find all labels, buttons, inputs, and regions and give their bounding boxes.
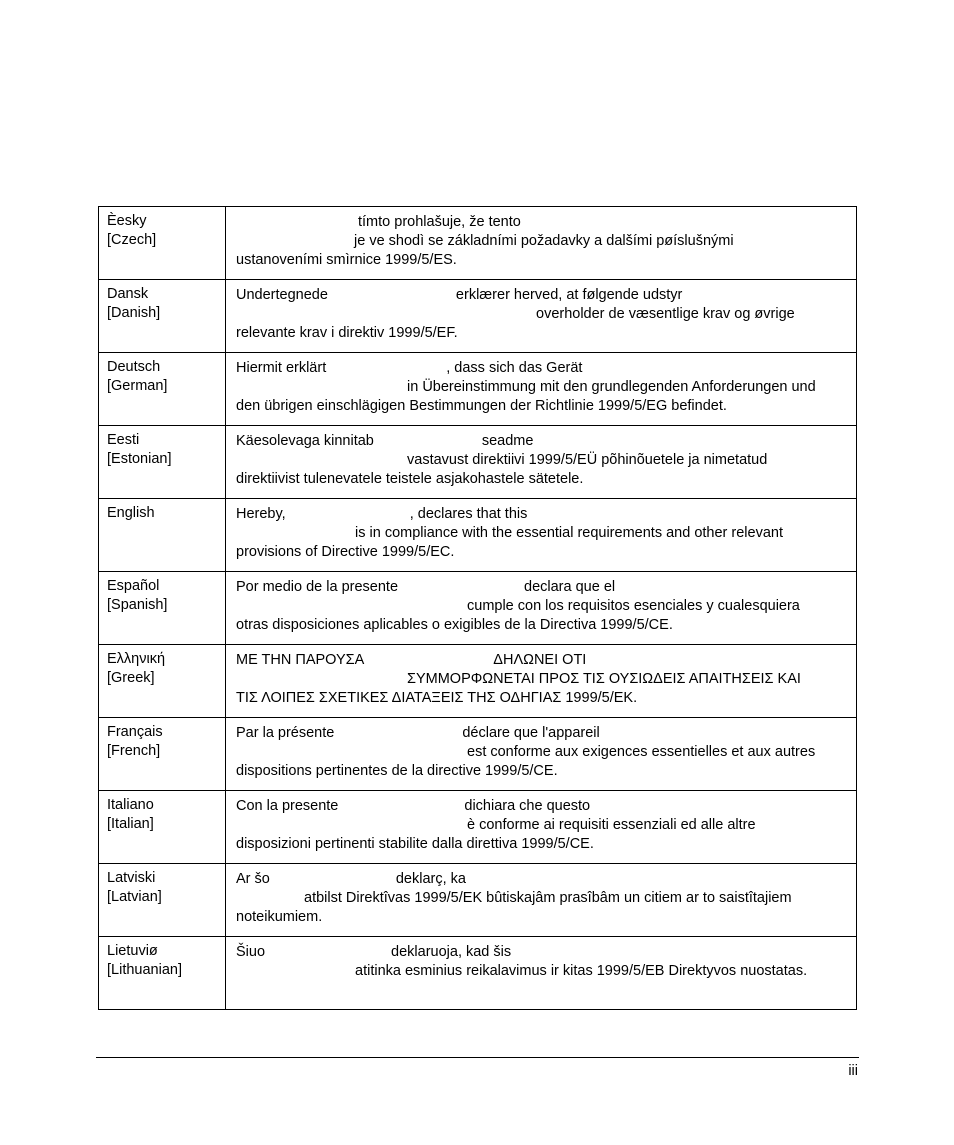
table-row xyxy=(99,572,857,645)
declaration-text: è conforme ai requisiti essenziali ed alle altre xyxy=(467,817,756,833)
declaration-cell xyxy=(226,572,857,645)
declaration-text: noteikumiem. xyxy=(236,909,323,925)
declaration-line xyxy=(236,232,846,251)
language-name: Eesti xyxy=(107,432,140,448)
table-row xyxy=(99,937,857,1010)
declaration-text: , dass sich das Gerät xyxy=(446,360,583,376)
declaration-cell xyxy=(226,426,857,499)
declaration-text: dichiara che questo xyxy=(464,798,591,814)
declaration-text: seadme xyxy=(481,433,534,449)
declaration-line xyxy=(236,524,846,543)
declaration-text: vastavust direktiivi 1999/5/EÜ põhinõuetele ja nimetatud xyxy=(407,452,768,468)
declaration-line xyxy=(236,962,846,981)
declaration-line xyxy=(236,213,846,232)
declaration-cell xyxy=(226,937,857,1010)
declaration-line xyxy=(236,286,846,305)
declaration-text: relevante krav i direktiv 1999/5/EF. xyxy=(236,325,458,341)
language-name: Dansk xyxy=(107,286,149,302)
language-label: [Danish] xyxy=(107,305,161,321)
language-cell xyxy=(99,572,226,645)
language-name: Deutsch xyxy=(107,359,161,375)
declaration-text: Por medio de la presente xyxy=(236,579,399,595)
declaration-text: overholder de væsentlige krav og øvrige xyxy=(536,306,795,322)
table-row xyxy=(99,718,857,791)
declaration-text: in Übereinstimmung mit den grundlegenden Anforderungen und xyxy=(407,379,816,395)
declaration-text: Hiermit erklärt xyxy=(236,360,327,376)
language-label: [Greek] xyxy=(107,670,155,686)
declaration-line xyxy=(236,378,846,397)
declaration-text: Hereby, xyxy=(236,506,286,522)
language-cell xyxy=(99,426,226,499)
declaration-line xyxy=(236,689,846,708)
language-cell xyxy=(99,207,226,280)
declaration-text: déclare que l'appareil xyxy=(462,725,600,741)
language-name: Italiano xyxy=(107,797,154,813)
declaration-text: is in compliance with the essential requirements and other relevant xyxy=(355,525,783,541)
declaration-text: dispositions pertinentes de la directive 1999/5/CE. xyxy=(236,763,558,779)
declaration-line xyxy=(236,597,846,616)
declaration-line xyxy=(236,670,846,689)
declaration-line xyxy=(236,762,846,781)
declaration-line xyxy=(236,578,846,597)
declaration-line xyxy=(236,543,846,562)
page-number: iii xyxy=(848,1063,858,1079)
declaration-cell xyxy=(226,791,857,864)
declaration-text: Ar šo xyxy=(236,871,270,887)
declaration-text: atitinka esminius reikalavimus ir kitas 1999/5/EB Direktyvos nuostatas. xyxy=(355,963,808,979)
language-name: Lietuviø xyxy=(107,943,158,959)
declaration-cell xyxy=(226,864,857,937)
declaration-cell xyxy=(226,645,857,718)
language-name: Èesky xyxy=(107,213,147,229)
language-cell xyxy=(99,864,226,937)
declaration-text: provisions of Directive 1999/5/EC. xyxy=(236,544,455,560)
declaration-text: den übrigen einschlägigen Bestimmungen der Richtlinie 1999/5/EG befindet. xyxy=(236,398,727,414)
table-row xyxy=(99,499,857,572)
declaration-line xyxy=(236,324,846,343)
table-row xyxy=(99,280,857,353)
declaration-text: declara que el xyxy=(524,579,616,595)
declaration-text: Käesolevaga kinnitab xyxy=(236,433,374,449)
language-label: [Italian] xyxy=(107,816,154,832)
declaration-table xyxy=(98,206,857,1010)
declaration-line xyxy=(236,251,846,270)
declaration-text: otras disposiciones aplicables o exigibles de la Directiva 1999/5/CE. xyxy=(236,617,673,633)
declaration-line xyxy=(236,743,846,762)
table-row xyxy=(99,791,857,864)
declaration-text: , declares that this xyxy=(409,506,528,522)
declaration-text: Con la presente xyxy=(236,798,339,814)
declaration-text: erklærer herved, at følgende udstyr xyxy=(455,287,683,303)
declaration-line xyxy=(236,505,846,524)
declaration-text: Undertegnede xyxy=(236,287,328,303)
language-name: Français xyxy=(107,724,163,740)
declaration-cell xyxy=(226,353,857,426)
language-name: English xyxy=(107,505,155,521)
table-row xyxy=(99,645,857,718)
declaration-cell xyxy=(226,280,857,353)
declaration-cell xyxy=(226,207,857,280)
declaration-text: ΣΥΜΜΟΡΦΩΝΕΤΑΙ ΠΡΟΣ ΤΙΣ ΟΥΣΙΩΔΕΙΣ ΑΠΑΙΤΗΣΕΙΣ ΚΑΙ xyxy=(407,671,801,687)
declaration-text: ΤΙΣ ΛΟΙΠΕΣ ΣΧΕΤΙΚΕΣ ΔΙΑΤΑΞΕΙΣ ΤΗΣ ΟΔΗΓΙΑΣ 1999/5/ΕΚ. xyxy=(236,690,638,706)
declaration-text: Šiuo xyxy=(236,944,266,960)
language-label: [French] xyxy=(107,743,161,759)
language-label: [Spanish] xyxy=(107,597,168,613)
language-label: [Lithuanian] xyxy=(107,962,182,978)
declaration-line xyxy=(236,305,846,324)
language-name: Latviski xyxy=(107,870,156,886)
language-cell xyxy=(99,280,226,353)
language-cell xyxy=(99,645,226,718)
declaration-line xyxy=(236,651,846,670)
language-name: Español xyxy=(107,578,160,594)
declaration-line xyxy=(236,451,846,470)
declaration-text: deklarç, ka xyxy=(395,871,466,887)
footer-rule xyxy=(96,1057,859,1058)
declaration-line xyxy=(236,889,846,908)
declaration-line xyxy=(236,908,846,927)
language-cell xyxy=(99,718,226,791)
declaration-text: tímto prohlašuje, že tento xyxy=(358,214,521,230)
table-row xyxy=(99,353,857,426)
declaration-text: cumple con los requisitos esenciales y cualesquiera xyxy=(467,598,800,614)
declaration-line xyxy=(236,870,846,889)
declaration-text: ΜΕ ΤΗΝ ΠΑΡΟΥΣΑ xyxy=(236,652,365,668)
language-cell xyxy=(99,791,226,864)
declaration-line xyxy=(236,724,846,743)
language-cell xyxy=(99,353,226,426)
declaration-line xyxy=(236,616,846,635)
language-label: [Estonian] xyxy=(107,451,172,467)
table-row xyxy=(99,864,857,937)
declaration-text: ustanoveními smìrnice 1999/5/ES. xyxy=(236,252,457,268)
declaration-line xyxy=(236,470,846,489)
declaration-text: disposizioni pertinenti stabilite dalla direttiva 1999/5/CE. xyxy=(236,836,594,852)
declaration-text: deklaruoja, kad šis xyxy=(391,944,512,960)
declaration-line xyxy=(236,432,846,451)
language-cell xyxy=(99,499,226,572)
declaration-line xyxy=(236,835,846,854)
declaration-text: atbilst Direktîvas 1999/5/EK bûtiskajâm prasîbâm un citiem ar to saistîtajiem xyxy=(304,890,792,906)
declaration-line xyxy=(236,943,846,962)
declaration-text: direktiivist tulenevatele teistele asjakohastele sätetele. xyxy=(236,471,584,487)
declaration-line xyxy=(236,359,846,378)
declaration-cell xyxy=(226,718,857,791)
declaration-text: je ve shodì se základními požadavky a dalšími pøíslušnými xyxy=(354,233,734,249)
table-row xyxy=(99,426,857,499)
declaration-text: ΔΗΛΩΝΕΙ ΟΤΙ xyxy=(493,652,587,668)
declaration-cell xyxy=(226,499,857,572)
declaration-text: est conforme aux exigences essentielles et aux autres xyxy=(467,744,816,760)
language-name: Ελληνική xyxy=(107,651,166,667)
language-cell xyxy=(99,937,226,1010)
language-label: [Latvian] xyxy=(107,889,162,905)
table-row xyxy=(99,207,857,280)
language-label: [German] xyxy=(107,378,168,394)
declaration-line xyxy=(236,816,846,835)
declaration-table-body xyxy=(99,207,857,1010)
declaration-line xyxy=(236,797,846,816)
language-label: [Czech] xyxy=(107,232,157,248)
declaration-line xyxy=(236,397,846,416)
declaration-text: Par la présente xyxy=(236,725,335,741)
